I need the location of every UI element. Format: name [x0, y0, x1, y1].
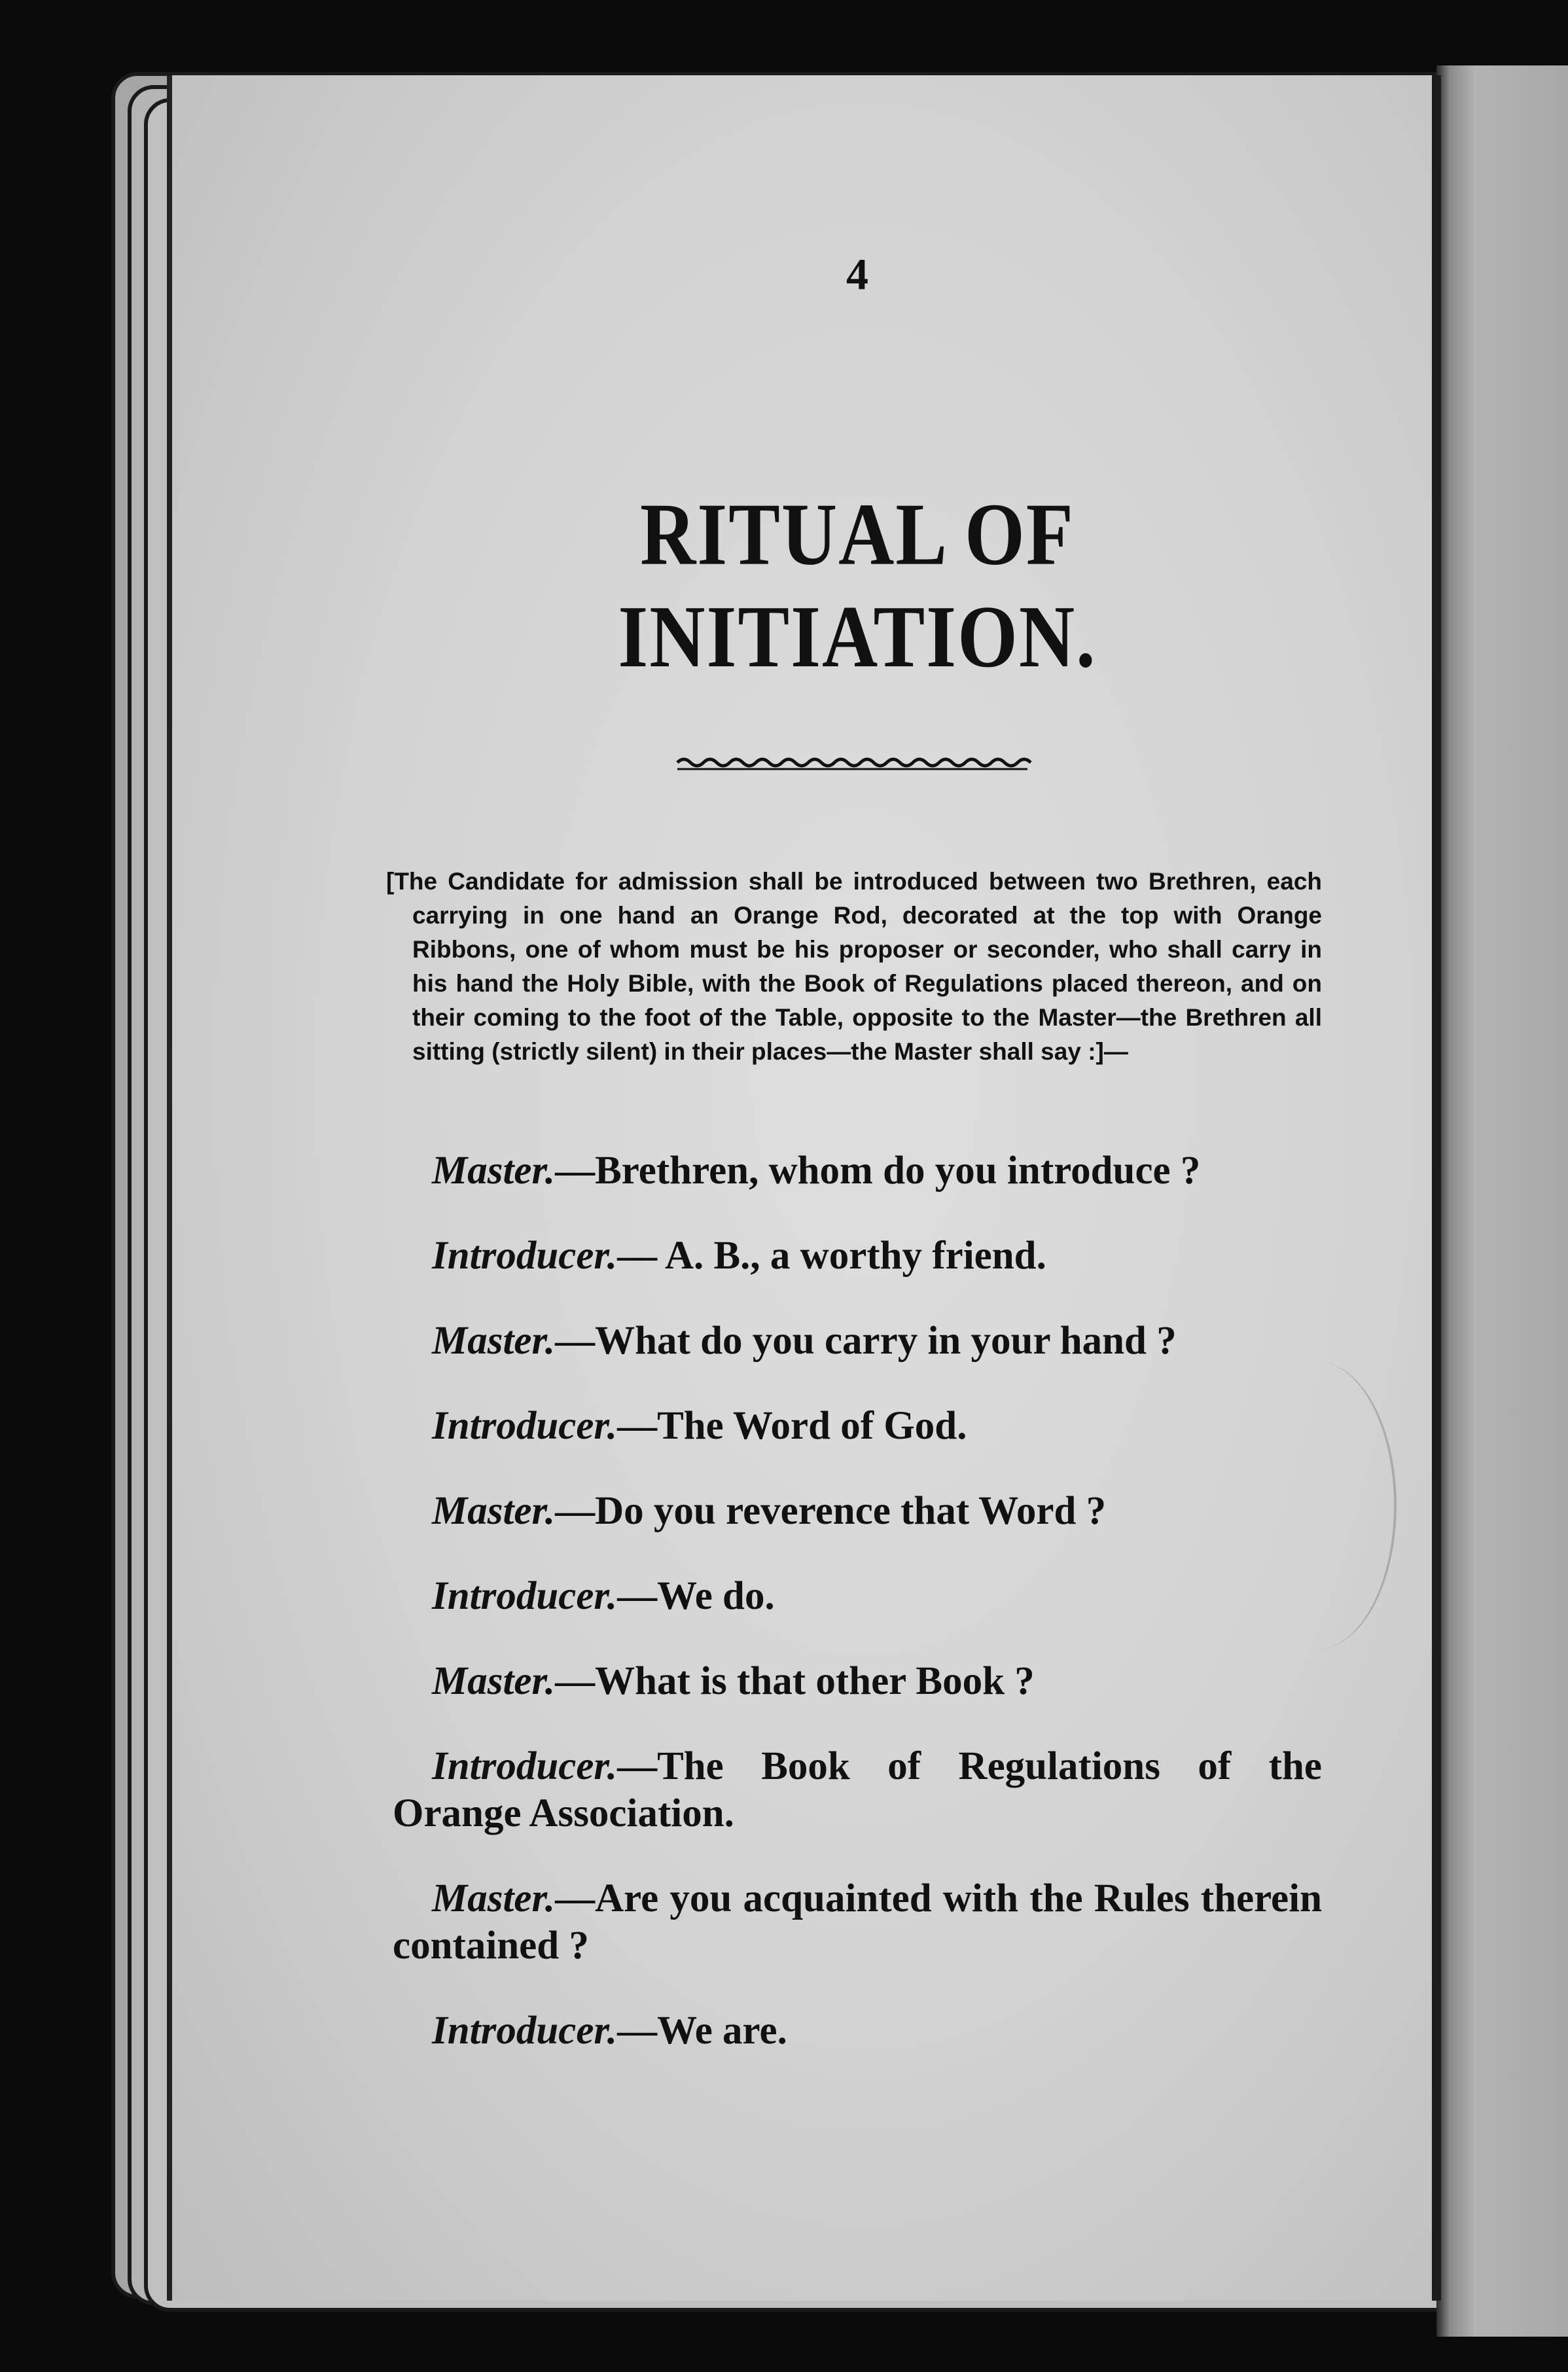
dialogue-line: [393, 1743, 1322, 1837]
dialogue-text: —The Book of Regulations of the Orange Association.: [393, 1744, 1322, 1835]
stage-direction: [The Candidate for admission shall be introduced between two Brethren, each carrying in one hand an Orange Rod, decorated at the top with Orange Ribbons, one of whom must be his proposer or seconder, who shall carry in his hand the Holy Bible, with the Book of Regulations placed thereon, and on their coming to the foot of the Table, opposite to the Master—the Brethren all sitting (strictly silent) in their places—the Master shall say :]—: [386, 868, 1322, 1065]
dialogue-line: [393, 1147, 1322, 1195]
dialogue-text: —Brethren, whom do you introduce ?: [555, 1149, 1201, 1193]
dialogue-line: [393, 1403, 1322, 1450]
speaker-label: Master.: [432, 1149, 556, 1193]
speaker-label: Introducer.: [432, 1234, 618, 1278]
dialogue-text: —What is that other Book ?: [555, 1659, 1035, 1703]
adjacent-page-edge: [1436, 65, 1568, 2337]
page-number: 4: [846, 249, 868, 299]
dialogue-line: [393, 1875, 1322, 1969]
dialogue: [393, 1147, 1322, 2055]
speaker-label: Master.: [432, 1659, 556, 1703]
page-title: RITUAL OF INITIATION.: [618, 484, 1097, 686]
dialogue-line: [393, 2007, 1322, 2055]
dialogue-text: —We are.: [617, 2009, 787, 2053]
dialogue-text: —Do you reverence that Word ?: [555, 1489, 1107, 1533]
dialogue-text: —Are you acquainted with the Rules therein contained ?: [393, 1877, 1322, 1968]
dialogue-line: [393, 1488, 1322, 1535]
dialogue-line: [393, 1658, 1322, 1705]
speaker-label: Master.: [432, 1319, 556, 1363]
speaker-label: Introducer.: [432, 1404, 618, 1448]
dialogue-text: —The Word of God.: [617, 1404, 967, 1448]
dialogue-line: [393, 1318, 1322, 1365]
dialogue-line: [393, 1573, 1322, 1620]
speaker-label: Master.: [432, 1489, 556, 1533]
decorative-rule: [674, 753, 1041, 773]
speaker-label: Introducer.: [432, 2009, 618, 2053]
dialogue-text: —What do you carry in your hand ?: [555, 1319, 1177, 1363]
speaker-label: Introducer.: [432, 1574, 618, 1618]
speaker-label: Introducer.: [432, 1744, 618, 1788]
page-content: [386, 249, 1322, 2093]
speaker-label: Master.: [432, 1877, 556, 1920]
dialogue-text: —We do.: [617, 1574, 775, 1618]
dialogue-line: [393, 1232, 1322, 1280]
dialogue-text: — A. B., a worthy friend.: [617, 1234, 1046, 1278]
